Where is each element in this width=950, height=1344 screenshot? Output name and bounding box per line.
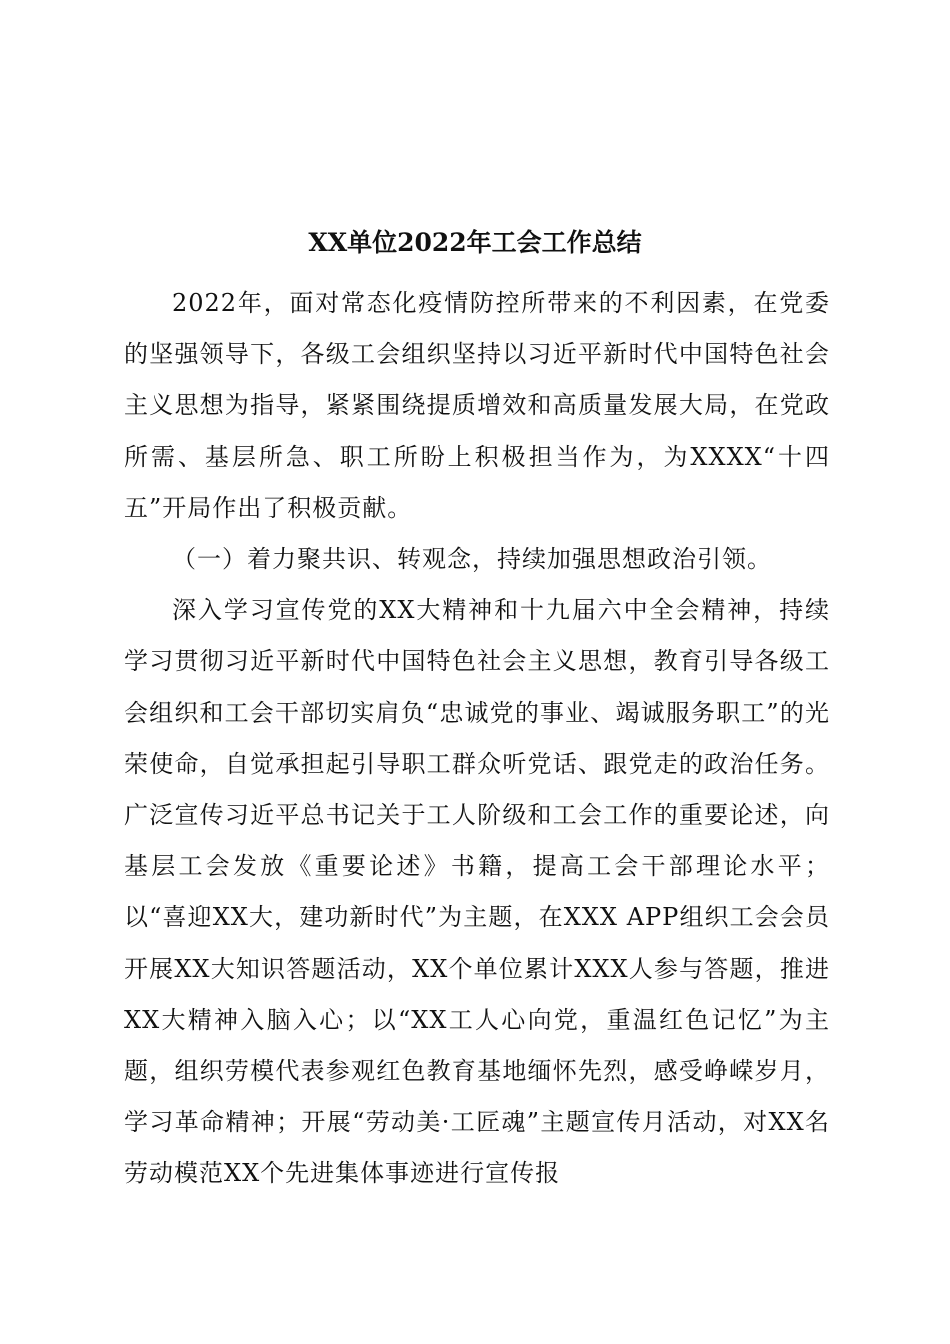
document-title: XX单位2022年工会工作总结: [308, 227, 642, 257]
intro-paragraph: 2022年，面对常态化疫情防控所带来的不利因素，在党委的坚强领导下，各级工会组织坚持以习近平新时代中国特色社会主义思想为指导，紧紧围绕提质增效和高质量发展大局，在党政所需、基层所急、职工所盼上积极担当作为，为XXXX“十四五”开局作出了积极贡献。: [124, 289, 830, 522]
document-body: [124, 278, 830, 1200]
section-1-paragraph: 深入学习宣传党的XX大精神和十九届六中全会精神，持续学习贯彻习近平新时代中国特色社会主义思想，教育引导各级工会组织和工会干部切实肩负“忠诚党的事业、竭诚服务职工”的光荣使命，自觉承担起引导职工群众听党话、跟党走的政治任务。广泛宣传习近平总书记关于工人阶级和工会工作的重要论述，向基层工会发放《重要论述》书籍，提高工会干部理论水平；以“喜迎XX大，建功新时代”为主题，在XXX APP组织工会会员开展XX大知识答题活动，XX个单位累计XXX人参与答题，推进XX大精神入脑入心；以“XX工人心向党，重温红色记忆”为主题，组织劳模代表参观红色教育基地缅怀先烈，感受峥嵘岁月，学习革命精神；开展“劳动美·工匠魂”主题宣传月活动，对XX名劳动模范XX个先进集体事迹进行宣传报: [124, 596, 830, 1188]
section-heading-1: （一）着力聚共识、转观念，持续加强思想政治引领。: [172, 545, 772, 574]
